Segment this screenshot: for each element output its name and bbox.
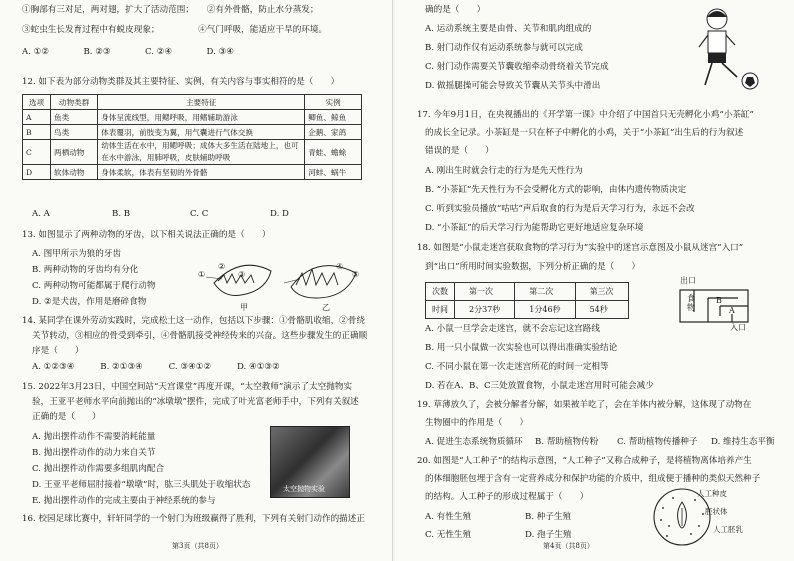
tooth-label: ② [218,262,226,271]
table-cell: 两栖动物 [51,140,98,165]
maze-entry-label: 入口 [730,323,746,332]
q17-stem: 错误的是（ ） [425,146,494,156]
q18-stem: 到“出口”所用时间实验数据，下列分析正确的是（ ） [425,262,641,272]
q15-option-c: C. 抛出摆件动作需要多组肌肉配合 [32,464,165,474]
q14-stem: 14. 某同学在课外劳动实践时，完成松土这一动作，包括以下步骤：①骨骼肌收缩，②骨绕 [22,316,365,326]
q12-option-b: B. B [112,209,131,219]
table-cell: 企鹅、家鸽 [305,125,362,140]
q17-option-b: B. “小茶缸”先天性行为不会受孵化方式的影响，由体内遗传物质决定 [425,185,687,195]
photo-caption: 太空抛物实验 [283,485,325,493]
q19-stem: 生物圈中的作用是（ ） [425,418,529,428]
maze-food-label: 食物 [687,294,695,312]
q19-option-a: A. 促进生态系统物质循环 [425,437,523,447]
table-row [23,165,362,180]
q12-table [22,94,362,180]
table-header: 动物类群 [51,95,98,110]
q17-stem: 17. 今年9月1日，在央视播出的《开学第一课》中介绍了中国首只无壳孵化小鸡“小茶缸” [417,110,754,120]
maze-b-label: B [716,296,722,305]
table-cell: 鸟类 [51,125,98,140]
q17-stem: 的成长全记录。小茶缸是一只在杯子中孵化的小鸡，关于“小茶缸”出生后的行为叙述 [425,128,744,138]
q16-option-a: A. 运动系统主要是由骨、关节和肌肉组成的 [425,24,592,34]
page-4 [395,0,794,561]
q19-option-c: C. 帮助植物传播种子 [617,437,698,447]
q12-option-a: A. A [32,209,50,219]
q13-option-c: C. 两种动物可能都属于爬行动物 [32,281,156,291]
q18-option-c: C. 不同小鼠在第一次走迷宫所花的时间一定相等 [425,362,609,372]
page-3 [0,0,393,561]
q14-stem: 序是（ ） [32,346,84,356]
q20-stem: 20. 如图是“人工种子”的结构示意图，“人工种子”又称合成种子，是将植物离体培养产生 [417,456,752,466]
q15-stem: 验，王亚平老师水平向前抛出的“冰墩墩”摆件，完成了叶光富老师手中，下列有关叙述 [32,397,359,407]
q16-stem-cont: 确的是（ ） [425,5,486,15]
table-row [426,301,629,319]
artificial-endosperm-label: 人工胚乳 [713,525,743,534]
q20-stem: 的体细胞胚包埋于含有一定营养成分和保护功能的介质中，组成便于播种的类似天然种子 [425,474,761,484]
q20-option-d: D. 孢子生殖 [525,530,572,540]
seed-coat-label: 人工种皮 [697,489,727,498]
q16-option-d: D. 做摇腿操可能会导致关节囊从关节头中滑出 [425,81,601,91]
table-row [23,140,362,165]
text-line: ①胸部有三对足，两对翅，扩大了活动范围； ②有外骨骼，防止水分蒸发； [22,5,319,15]
tooth-label: ⑤ [352,270,360,279]
table-cell: B [23,125,51,140]
soccer-player-image [695,5,765,97]
q19-option-b: B. 帮助植物传粉 [535,437,599,447]
q15-option-a: A. 抛出摆件动作不需要消耗能量 [32,432,156,442]
q12-stem: 12. 如下表为部分动物类群及其主要特征、实例，有关内容与事实相符的是（ ） [22,77,340,87]
q19-option-d: D. 维持生态平衡 [711,437,775,447]
q15-stem: 15. 2022年3月23日，中国空间站“天宫课堂”再度开课，“太空教师”演示了太空抛物实 [22,382,353,392]
table-cell: 身体柔软，体表有坚韧的外骨骼 [98,165,305,180]
table-cell: 鲫鱼、鲸鱼 [305,110,362,125]
table-header-row [23,95,362,110]
table-cell: 河蚌、蜗牛 [305,165,362,180]
page-footer: 第3页（共8页） [172,542,223,550]
q16-stem: 16. 校园足球比赛中，轩轩同学的一个射门为班级赢得了胜利，下列有关射门动作的描述正 [22,514,365,524]
q19-stem: 19. 草薄放久了，会被分解者分解，如果被羊吃了，会在羊体内被分解，这体现了动物在 [417,400,752,410]
table-cell: D [23,165,51,180]
maze-a-label: A [729,306,735,315]
table-cell: A [23,110,51,125]
table-row [23,125,362,140]
tooth-label: ④ [336,262,344,271]
table-cell: 次数 [426,283,455,301]
q16-option-b: B. 射门动作仅有运动系统参与就可以完成 [425,43,583,53]
table-header: 主要特征 [98,95,305,110]
table-cell: 幼体生活在水中，用鳃呼吸；成体大多生活在陆地上，也可在水中游泳，用肺呼吸，皮肤辅助呼吸 [98,140,305,165]
table-cell: 第三次 [575,283,628,301]
q18-option-a: A. 小鼠一旦学会走迷宫，就不会忘记这宫路线 [425,324,600,334]
page-footer: 第4页（共8页） [543,542,594,550]
table-cell: 青蛙、蟾蜍 [305,140,362,165]
table-header-row [426,283,629,301]
table-cell: 时间 [426,301,455,319]
q14-stem: 关节转动，③相应的骨受到牵引，④骨骼肌接受神经传来的兴奋。这些步骤发生的正确顺 [32,331,368,341]
q17-option-d: D. “小茶缸”的后天学习行为能帮助它更好地适应复杂环境 [425,223,644,233]
q15-option-b: B. 抛出摆件动作的动力来自关节 [32,448,156,458]
q13-option-b: B. 两种动物的牙齿均有分化 [32,265,139,275]
table-header: 实例 [305,95,362,110]
text-line: A. ①② B. ②③ C. ②④ D. ③④ [22,47,234,57]
q15-option-d: D. 王亚平老师屈肘接着“墩墩”时，肱三头肌处于收缩状态 [32,480,251,490]
table-cell: 体表覆羽，前肢变为翼，用气囊进行气体交换 [98,125,305,140]
text-line: ③蛇虫生长发育过程中有蜕皮现象； ④气门呼吸，能适应干旱的环境。 [22,25,328,35]
q13-stem: 13. 如图显示了两种动物的牙齿，以下相关说法正确的是（ ） [22,230,271,240]
q18-option-b: B. 用一只小鼠做一次实验也可以得出准确实验结论 [425,343,618,353]
tooth-label: ③ [238,270,246,279]
diagram-label-yi: 乙 [322,303,330,312]
teeth-diagram [196,243,366,313]
table-cell: 第一次 [455,283,515,301]
table-cell: 2分37秒 [455,301,515,319]
q12-option-d: D. D [270,209,289,219]
table-cell: 鱼类 [51,110,98,125]
q20-option-a: A. 有性生殖 [425,512,472,522]
q17-option-c: C. 听到实验员播放“咕咕”声后取食的行为是后天学习行为，永远不会改 [425,204,695,214]
space-experiment-photo [270,426,350,498]
tooth-label: ① [198,270,206,279]
q20-stem: 的结构。人工种子的形成过程属于（ ） [425,492,589,502]
q18-stem: 18. 如图是“小鼠走迷宫获取食物的学习行为”实验中的迷宫示意图及小鼠从迷宫“入口” [417,243,744,253]
table-cell: 54秒 [575,301,628,319]
q14-options: A. ①②③④ B. ②①③④ C. ③④①② D. ④①③② [32,362,280,372]
maze-time-table [425,282,629,319]
q18-option-d: D. 若在A、B、C三处放置食物，小鼠走迷宫用时可能会减少 [425,381,654,391]
embryoid-label: 胚状体 [705,507,728,516]
q16-option-c: C. 射门动作需要关节囊收缩牵动骨绕着关节完成 [425,62,609,72]
q13-option-d: D. ②是犬齿，作用是磨碎食物 [32,297,147,307]
table-cell: 软体动物 [51,165,98,180]
q20-option-b: B. 种子生殖 [525,512,572,522]
q12-option-c: C. C [190,209,209,219]
q13-option-a: A. 图甲所示为狼的牙齿 [32,249,122,259]
table-cell: 身体呈流线型，用鳃呼吸，用鳍辅助游泳 [98,110,305,125]
q17-option-a: A. 刚出生时就会行走的行为是先天性行为 [425,166,583,176]
q15-stem: 正确的是（ ） [32,412,101,422]
table-row [23,110,362,125]
q15-option-e: E. 抛出摆件动作的完成主要由于神经系统的参与 [32,496,216,506]
table-cell: C [23,140,51,165]
diagram-label-jia: 甲 [240,303,248,312]
table-cell: 第二次 [515,283,575,301]
q20-option-c: C. 无性生殖 [425,530,472,540]
table-cell: 1分46秒 [515,301,575,319]
maze-exit-label: 出口 [680,276,696,285]
table-header: 选项 [23,95,51,110]
